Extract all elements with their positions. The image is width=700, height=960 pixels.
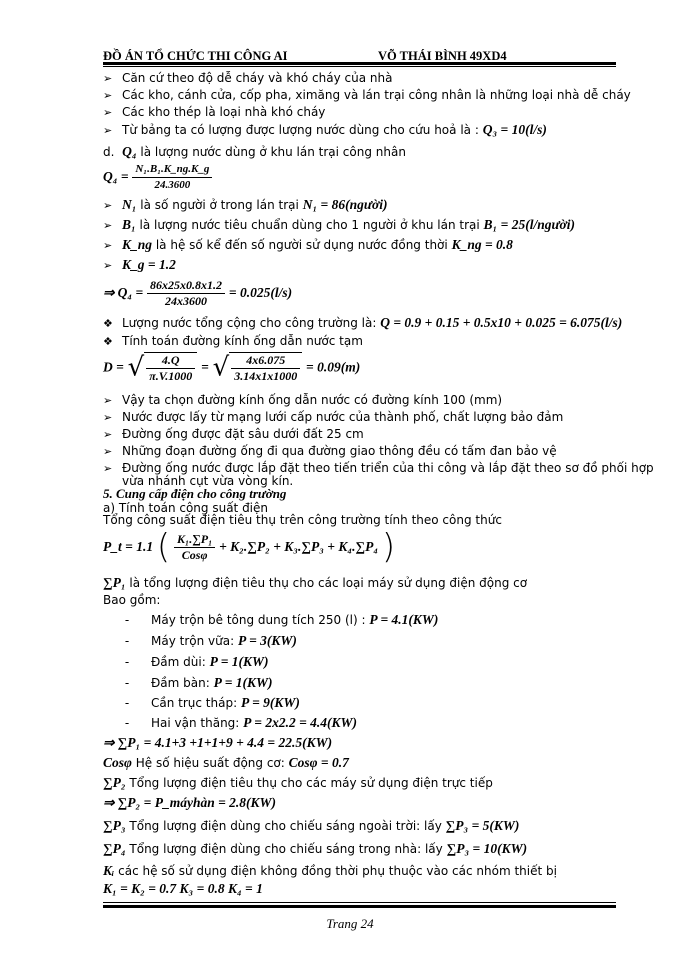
q4-formula: Q₄ = $\frac{\text{N₁.B₁.K\_ng.K\_g}}{24.3600}$ bbox=[103, 162, 212, 193]
paragraph: Bao gồm: bbox=[103, 593, 161, 607]
q3-formula: Q₃ = 10(l/s) bbox=[482, 122, 547, 137]
list-item: ➢ Nước được lấy từ mạng lưới cấp nước của thành phố, chất lượng bảo đảm bbox=[103, 410, 564, 424]
list-item: ➢ Các kho thép là loại nhà khó cháy bbox=[103, 105, 326, 119]
header-title: ĐỒ ÁN TỔ CHỨC THI CÔNG AI bbox=[103, 49, 288, 63]
list-item-continuation: vừa nhánh cụt vừa vòng kín. bbox=[122, 474, 294, 488]
paragraph: Kᵢ các hệ số sử dụng điện không đồng thời phụ thuộc vào các nhóm thiết bị bbox=[103, 863, 557, 878]
d-formula: D = √ $\frac{4.Q}{\pi.V.1000}$ = √ $\frac{4x6.075}{3.14x1x1000}$ = 0.09(m) bbox=[103, 352, 361, 383]
list-item: ➢ Từ bảng ta có lượng được lượng nước dùng cho cứu hoả là : Q₃ = 10(l/s) bbox=[103, 122, 547, 137]
arrow-bullet-icon: ➢ bbox=[103, 72, 113, 85]
list-item: - Máy trộn vữa: P = 3(KW) bbox=[124, 633, 297, 648]
arrow-bullet-icon: ➢ bbox=[103, 199, 113, 212]
arrow-bullet-icon: ➢ bbox=[103, 428, 113, 441]
header-author: VÕ THÁI BÌNH 49XD4 bbox=[378, 49, 507, 63]
list-item: - Cần trục tháp: P = 9(KW) bbox=[124, 695, 300, 710]
page-number: Trang 24 bbox=[326, 916, 374, 931]
paragraph: Cosφ Hệ số hiệu suất động cơ: Cosφ = 0.7 bbox=[103, 755, 349, 770]
list-item: - Đầm dùi: P = 1(KW) bbox=[124, 654, 269, 669]
paragraph: ∑P₄ Tổng lượng điện dùng cho chiếu sáng trong nhà: lấy ∑P₃ = 10(KW) bbox=[103, 841, 528, 856]
pt-formula: P_t = 1.1 ( $\frac{\text{K₁.∑P₁}}{\text{Cosφ}}$ + K₂.∑P₂ + K₃.∑P₃ + K₄.∑P₄ ) bbox=[103, 527, 396, 567]
arrow-bullet-icon: ➢ bbox=[103, 106, 113, 119]
list-item: ➢ N₁ là số người ở trong lán trại N₁ = 86(người) bbox=[103, 197, 388, 212]
arrow-bullet-icon: ➢ bbox=[103, 462, 113, 475]
list-item: ➢ K_g = 1.2 bbox=[103, 257, 176, 272]
paragraph: d. Q₄ là lượng nước dùng ở khu lán trại công nhân bbox=[103, 144, 406, 159]
list-item: ➢ Vậy ta chọn đường kính ống dẫn nước có đường kính 100 (mm) bbox=[103, 393, 503, 407]
q4-calc: ⇒ Q₄ = $\frac{86x25x0.8x1.2}{24x3600}$ = 0.025(l/s) bbox=[103, 278, 293, 308]
section-heading: 5. Cung cấp điện cho công trường bbox=[103, 486, 287, 501]
list-item: ➢ B₁ là lượng nước tiêu chuẩn dùng cho 1 người ở khu lán trại B₁ = 25(l/người) bbox=[103, 217, 576, 232]
list-item: ➢ Những đoạn đường ống đi qua đường giao thông đều có tấm đan bảo vệ bbox=[103, 444, 557, 458]
list-item: ❖ Tính toán đường kính ống dẫn nước tạm bbox=[103, 334, 363, 348]
paragraph: Tổng công suất điện tiêu thụ trên công trường tính theo công thức bbox=[103, 513, 502, 527]
paragraph: ∑P₁ là tổng lượng điện tiêu thụ cho các loại máy sử dụng điện động cơ bbox=[103, 575, 528, 590]
header-rule-thin bbox=[103, 66, 616, 67]
arrow-bullet-icon: ➢ bbox=[103, 411, 113, 424]
arrow-bullet-icon: ➢ bbox=[103, 124, 113, 137]
list-item: ❖ Lượng nước tổng cộng cho công trường là: Q = 0.9 + 0.15 + 0.5x10 + 0.025 = 6.075(l/s) bbox=[103, 315, 623, 330]
paragraph: ∑P₂ Tổng lượng điện tiêu thụ cho các máy sử dụng điện trực tiếp bbox=[103, 775, 493, 790]
list-item: - Máy trộn bê tông dung tích 250 (l) : P = 4.1(KW) bbox=[124, 612, 439, 627]
header-rule-thick bbox=[103, 62, 616, 65]
sp1-calc: ⇒ ∑P₁ = 4.1+3 +1+1+9 + 4.4 = 22.5(KW) bbox=[103, 735, 333, 750]
arrow-bullet-icon: ➢ bbox=[103, 89, 113, 102]
diamond-bullet-icon: ❖ bbox=[103, 335, 113, 348]
sp2-calc: ⇒ ∑P₂ = P_máyhàn = 2.8(KW) bbox=[103, 795, 277, 810]
arrow-bullet-icon: ➢ bbox=[103, 445, 113, 458]
list-item: ➢ Đường ống được đặt sâu dưới đất 25 cm bbox=[103, 427, 364, 441]
footer-rule-thin bbox=[103, 902, 616, 903]
paragraph: ∑P₃ Tổng lượng điện dùng cho chiếu sáng ngoài trời: lấy ∑P₃ = 5(KW) bbox=[103, 818, 520, 833]
arrow-bullet-icon: ➢ bbox=[103, 259, 113, 272]
list-item: ➢ K_ng là hệ số kể đến số người sử dụng nước đồng thời K_ng = 0.8 bbox=[103, 237, 513, 252]
list-item: - Hai vận thăng: P = 2x2.2 = 4.4(KW) bbox=[124, 715, 358, 730]
arrow-bullet-icon: ➢ bbox=[103, 239, 113, 252]
list-item: ➢ Căn cứ theo độ dễ cháy và khó cháy của nhà bbox=[103, 71, 393, 85]
list-item: ➢ Đường ống nước được lắp đặt theo tiến triển của thi công và lắp đặt theo sơ đồ phối hợp bbox=[103, 461, 654, 475]
list-item: - Đầm bàn: P = 1(KW) bbox=[124, 675, 273, 690]
arrow-bullet-icon: ➢ bbox=[103, 394, 113, 407]
subsection-heading: a) Tính toán công suất điện bbox=[103, 501, 269, 515]
diamond-bullet-icon: ❖ bbox=[103, 317, 113, 330]
arrow-bullet-icon: ➢ bbox=[103, 219, 113, 232]
footer-rule-thick bbox=[103, 905, 616, 908]
k-values: K₁ = K₂ = 0.7 K₃ = 0.8 K₄ = 1 bbox=[103, 881, 263, 896]
list-item: ➢ Các kho, cánh cửa, cốp pha, ximăng và lán trại công nhân là những loại nhà dễ cháy bbox=[103, 88, 631, 102]
